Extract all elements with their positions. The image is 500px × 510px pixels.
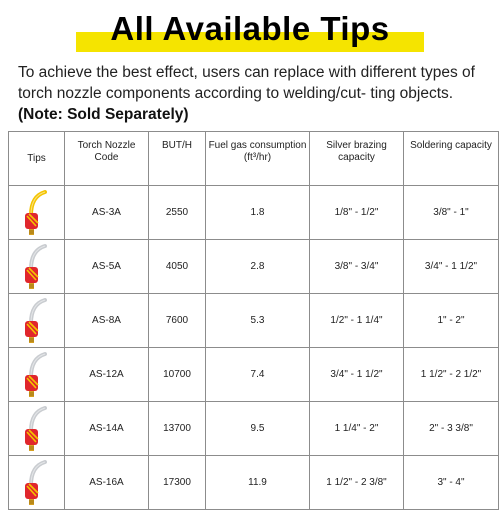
tip-solder-capacity: 1 1/2" - 2 1/2" <box>404 348 499 402</box>
tip-silver-capacity: 1 1/2" - 2 3/8" <box>310 456 404 510</box>
table-row <box>9 348 499 402</box>
title-area <box>0 6 500 56</box>
torch-tip-icon <box>17 297 57 345</box>
table-row <box>9 186 499 240</box>
header-fuel: Fuel gas consumption (ft³/hr) <box>206 132 310 186</box>
header-btu: BUT/H <box>149 132 206 186</box>
tip-fuel: 11.9 <box>206 456 310 510</box>
tip-solder-capacity: 3/8" - 1" <box>404 186 499 240</box>
tip-code: AS-12A <box>65 348 149 402</box>
tip-image-cell <box>9 240 65 294</box>
header-silver: Silver brazing capacity <box>310 132 404 186</box>
tip-image-cell <box>9 402 65 456</box>
torch-tip-icon <box>17 243 57 291</box>
tip-fuel: 5.3 <box>206 294 310 348</box>
tip-silver-capacity: 1/8" - 1/2" <box>310 186 404 240</box>
tip-image-cell <box>9 348 65 402</box>
table-row <box>9 240 499 294</box>
tip-solder-capacity: 3" - 4" <box>404 456 499 510</box>
torch-tip-icon <box>17 459 57 507</box>
header-solder: Soldering capacity <box>404 132 499 186</box>
tip-image-cell <box>9 186 65 240</box>
header-row <box>9 132 499 186</box>
intro-paragraph: To achieve the best effect, users can replace with different types of torch nozzle components according to welding/cut- ting objects. <box>18 64 475 102</box>
tip-btu: 7600 <box>149 294 206 348</box>
tip-fuel: 9.5 <box>206 402 310 456</box>
tip-btu: 4050 <box>149 240 206 294</box>
tip-image-cell <box>9 294 65 348</box>
table-row <box>9 294 499 348</box>
table-row <box>9 402 499 456</box>
tip-image-cell <box>9 456 65 510</box>
intro-text <box>18 62 498 125</box>
tip-btu: 10700 <box>149 348 206 402</box>
tip-silver-capacity: 3/8" - 3/4" <box>310 240 404 294</box>
tip-silver-capacity: 1 1/4" - 2" <box>310 402 404 456</box>
tip-silver-capacity: 3/4" - 1 1/2" <box>310 348 404 402</box>
torch-tip-icon <box>17 351 57 399</box>
tip-code: AS-8A <box>65 294 149 348</box>
torch-tip-icon <box>17 189 57 237</box>
table-header <box>9 132 499 186</box>
tip-btu: 17300 <box>149 456 206 510</box>
header-code: Torch Nozzle Code <box>65 132 149 186</box>
tip-code: AS-14A <box>65 402 149 456</box>
header-tips: Tips <box>9 132 65 186</box>
tip-solder-capacity: 3/4" - 1 1/2" <box>404 240 499 294</box>
tip-solder-capacity: 1" - 2" <box>404 294 499 348</box>
tip-code: AS-5A <box>65 240 149 294</box>
table-row <box>9 456 499 510</box>
table-body <box>9 186 499 510</box>
page-title: All Available Tips <box>110 10 390 47</box>
tip-fuel: 1.8 <box>206 186 310 240</box>
torch-tip-icon <box>17 405 57 453</box>
tip-fuel: 2.8 <box>206 240 310 294</box>
tip-btu: 2550 <box>149 186 206 240</box>
tip-silver-capacity: 1/2" - 1 1/4" <box>310 294 404 348</box>
tip-code: AS-3A <box>65 186 149 240</box>
tip-code: AS-16A <box>65 456 149 510</box>
tip-solder-capacity: 2" - 3 3/8" <box>404 402 499 456</box>
tip-btu: 13700 <box>149 402 206 456</box>
tips-table <box>8 131 499 510</box>
note-text: (Note: Sold Separately) <box>18 106 189 123</box>
tip-fuel: 7.4 <box>206 348 310 402</box>
